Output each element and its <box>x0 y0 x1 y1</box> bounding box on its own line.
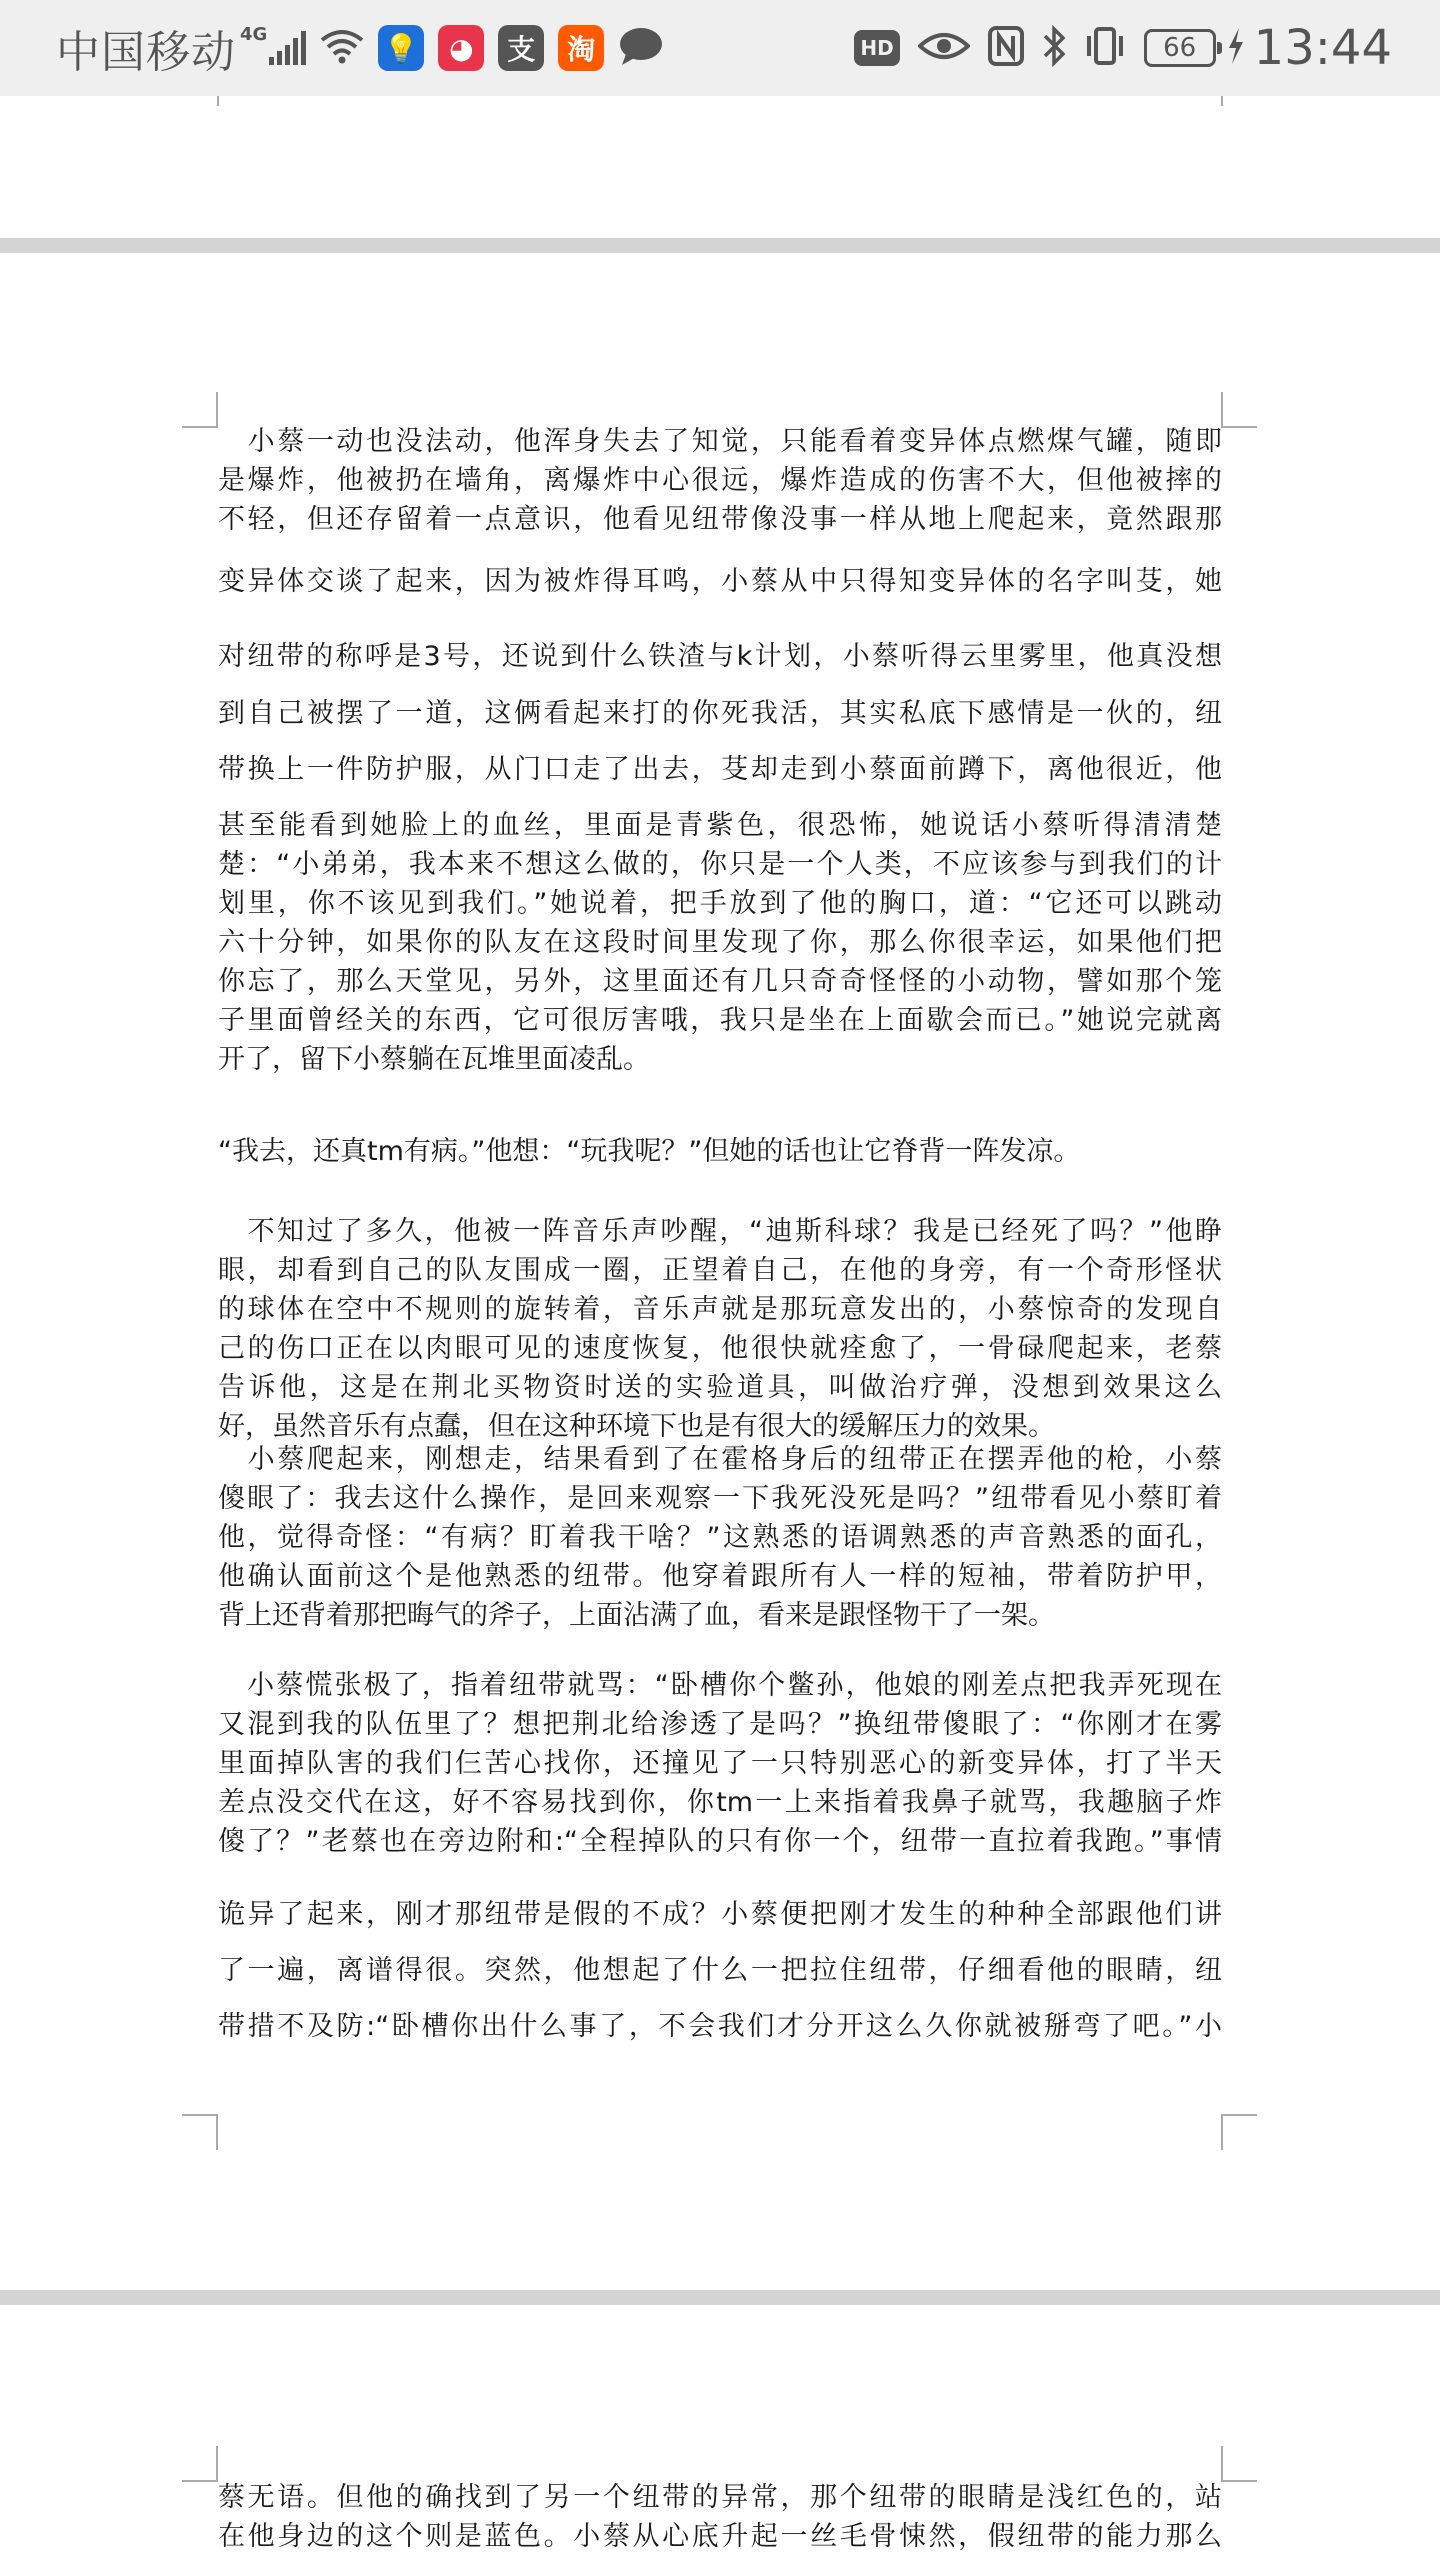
text-line: 甚至能看到她脸上的血丝，里面是青紫色，很恐怖，她说话小蔡听得清清楚 <box>218 810 1222 841</box>
text-line: 变异体交谈了起来，因为被炸得耳鸣，小蔡从中只得知变异体的名字叫芟，她 <box>218 566 1222 597</box>
crop-mark-bottom-left <box>182 2114 218 2150</box>
paragraph <box>218 562 1222 601</box>
nfc-icon <box>988 26 1024 70</box>
text-line: 眼，却看到自己的队友围成一圈，正望着自己，在他的身旁，有一个奇形怪状 <box>218 1255 1222 1286</box>
eye-comfort-icon <box>918 30 970 66</box>
text-line: 诡异了起来，刚才那纽带是假的不成？小蔡便把刚才发生的种种全部跟他们讲 <box>218 1899 1222 1930</box>
text-line: 是爆炸，他被扔在墙角，离爆炸中心很远，爆炸造成的伤害不大，但他被摔的 <box>218 465 1222 496</box>
text-line: 对纽带的称呼是3号，还说到什么铁渣与k计划，小蔡听得云里雾里，他真没想 <box>218 641 1222 672</box>
text-line: 差点没交代在这，好不容易找到你，你tm一上来指着我鼻子就骂，我趣脑子炸 <box>218 1787 1222 1818</box>
text-line: 划里，你不该见到我们。”她说着，把手放到了他的胸口，道：“它还可以跳动 <box>218 888 1222 919</box>
text-line: 己的伤口正在以肉眼可见的速度恢复，他很快就痊愈了，一骨碌爬起来，老蔡 <box>218 1333 1222 1364</box>
margin-guide <box>217 96 219 106</box>
page-separator <box>0 238 1440 253</box>
crop-mark-top-left <box>182 2446 218 2482</box>
text-line: 小蔡一动也没法动，他浑身失去了知觉，只能看着变异体点燃煤气罐，随即 <box>218 426 1222 457</box>
text-line: 里面掉队害的我们仨苦心找你，还撞见了一只特别恶心的新变异体，打了半天 <box>218 1748 1222 1779</box>
text-line: 蔡无语。但他的确找到了另一个纽带的异常，那个纽带的眼睛是浅红色的，站 <box>218 2482 1222 2513</box>
crop-mark-top-right <box>1221 2446 1257 2482</box>
message-icon <box>618 26 664 70</box>
clock: 13:44 <box>1253 20 1392 76</box>
paragraph <box>218 1666 1222 1861</box>
text-line: 你忘了，那么天堂见，另外，这里面还有几只奇奇怪怪的小动物，譬如那个笼 <box>218 966 1222 997</box>
vibrate-icon <box>1084 26 1126 70</box>
paragraph <box>218 1212 1222 1446</box>
battery-level: 66 <box>1163 33 1197 63</box>
status-bar <box>0 0 1440 96</box>
page-separator <box>0 2290 1440 2305</box>
text-line: 好，虽然音乐有点蠢，但在这种环境下也是有很大的缓解压力的效果。 <box>218 1411 1055 1442</box>
text-line: 了一遍，离谱得很。突然，他想起了什么一把拉住纽带，仔细看他的眼睛，纽 <box>218 1955 1222 1986</box>
network-type: 4G <box>240 23 268 45</box>
text-line: 小蔡爬起来，刚想走，结果看到了在霍格身后的纽带正在摆弄他的枪，小蔡 <box>218 1444 1222 1475</box>
paragraph <box>218 1440 1222 1635</box>
text-line: “我去，还真tm有病。”他想：“玩我呢？”但她的话也让它脊背一阵发凉。 <box>218 1136 1081 1167</box>
text-line: 他确认面前这个是他熟悉的纽带。他穿着跟所有人一样的短袖，带着防护甲， <box>218 1561 1222 1592</box>
crop-mark-top-right <box>1221 392 1257 428</box>
text-line: 背上还背着那把晦气的斧子，上面沾满了血，看来是跟怪物干了一架。 <box>218 1600 1055 1631</box>
text-line: 开了，留下小蔡躺在瓦堆里面凌乱。 <box>218 1044 650 1075</box>
alipay-icon: 支 <box>498 25 544 71</box>
crop-mark-bottom-right <box>1221 2114 1257 2150</box>
paragraph <box>218 637 1222 676</box>
crop-mark-top-left <box>182 392 218 428</box>
taobao-icon: 淘 <box>558 25 604 71</box>
paragraph <box>218 422 1222 539</box>
paragraph <box>218 2007 1222 2046</box>
margin-guide <box>1221 96 1223 106</box>
lightbulb-app-icon: 💡 <box>378 25 424 71</box>
text-line: 的球体在空中不规则的旋转着，音乐声就是那玩意发出的，小蔡惊奇的发现自 <box>218 1294 1222 1325</box>
text-line: 到自己被摆了一道，这俩看起来打的你死我活，其实私底下感情是一伙的，纽 <box>218 698 1222 729</box>
paragraph <box>218 2478 1222 2556</box>
red-app-icon: ◕ <box>438 25 484 71</box>
charging-icon <box>1226 26 1246 70</box>
text-line: 小蔡慌张极了，指着纽带就骂：“卧槽你个鳖孙，他娘的刚差点把我弄死现在 <box>218 1670 1222 1701</box>
signal-icon <box>269 31 306 65</box>
text-line: 在他身边的这个则是蓝色。小蔡从心底升起一丝毛骨悚然，假纽带的能力那么 <box>218 2521 1222 2552</box>
text-line: 又混到我的队伍里了？想把荆北给渗透了是吗？”换纽带傻眼了：“你刚才在雾 <box>218 1709 1222 1740</box>
text-line: 楚：“小弟弟，我本来不想这么做的，你只是一个人类，不应该参与到我们的计 <box>218 849 1222 880</box>
paragraph <box>218 806 1222 1040</box>
paragraph <box>218 1132 1222 1171</box>
text-line: 带换上一件防护服，从门口走了出去，芟却走到小蔡面前蹲下，离他很近，他 <box>218 754 1222 785</box>
text-line: 六十分钟，如果你的队友在这段时间里发现了你，那么你很幸运，如果他们把 <box>218 927 1222 958</box>
paragraph <box>218 750 1222 789</box>
paragraph <box>218 1040 1222 1079</box>
battery-icon <box>1144 29 1216 67</box>
wifi-icon <box>320 28 364 68</box>
text-line: 他，觉得奇怪：“有病？盯着我干啥？”这熟悉的语调熟悉的声音熟悉的面孔， <box>218 1522 1222 1553</box>
carrier-name: 中国移动 <box>56 27 236 78</box>
text-line: 傻眼了：我去这什么操作，是回来观察一下我死没死是吗？”纽带看见小蔡盯着 <box>218 1483 1222 1514</box>
paragraph <box>218 1895 1222 1934</box>
paragraph <box>218 694 1222 733</box>
text-line: 傻了？”老蔡也在旁边附和:“全程掉队的只有你一个，纽带一直拉着我跑。”事情 <box>218 1826 1222 1857</box>
notification-app-icons <box>364 25 604 71</box>
text-line: 子里面曾经关的东西，它可很厉害哦，我只是坐在上面歇会而已。”她说完就离 <box>218 1005 1222 1036</box>
text-line: 不轻，但还存留着一点意识，他看见纽带像没事一样从地上爬起来，竟然跟那 <box>218 504 1222 535</box>
paragraph <box>218 1951 1222 1990</box>
bluetooth-icon <box>1042 25 1066 71</box>
text-line: 带措不及防:“卧槽你出什么事了，不会我们才分开这么久你就被掰弯了吧。”小 <box>218 2011 1222 2042</box>
text-line: 不知过了多久，他被一阵音乐声吵醒，“迪斯科球？我是已经死了吗？”他睁 <box>218 1216 1222 1247</box>
text-line: 告诉他，这是在荆北买物资时送的实验道具，叫做治疗弹，没想到效果这么 <box>218 1372 1222 1403</box>
hd-voice-icon: HD <box>854 30 899 66</box>
